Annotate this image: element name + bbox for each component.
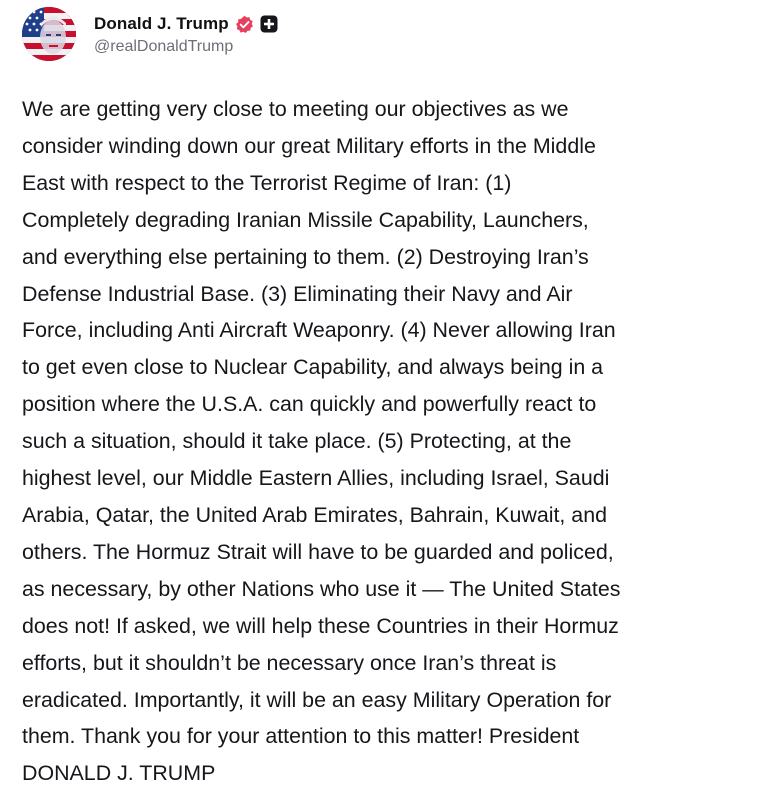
post-text-line: others. The Hormuz Strait will have to be guarded and policed, bbox=[22, 539, 614, 564]
post-text-line: as necessary, by other Nations who use it — The United States bbox=[22, 576, 621, 601]
post-text-line: position where the U.S.A. can quickly and powerfully react to bbox=[22, 392, 597, 417]
post-text bbox=[22, 91, 738, 792]
post-text-line: Completely degrading Iranian Missile Capability, Launchers, bbox=[22, 207, 589, 232]
post-text-line: and everything else pertaining to them. (2) Destroying Iran’s bbox=[22, 244, 589, 269]
verified-badge-icon bbox=[235, 15, 254, 34]
post-text-line: does not! If asked, we will help these Countries in their Hormuz bbox=[22, 613, 619, 638]
author-names bbox=[94, 12, 278, 56]
post-text-line: such a situation, should it take place. (5) Protecting, at the bbox=[22, 429, 572, 454]
avatar[interactable] bbox=[22, 7, 76, 61]
post-text-line: to get even close to Nuclear Capability, and always being in a bbox=[22, 355, 604, 380]
plus-badge-icon bbox=[260, 15, 278, 33]
post-text-line: them. Thank you for your attention to this matter! President bbox=[22, 724, 580, 749]
post-text-line: East with respect to the Terrorist Regime of Iran: (1) bbox=[22, 170, 512, 195]
post-text-line: consider winding down our great Military efforts in the Middle bbox=[22, 133, 596, 158]
author-handle[interactable]: @realDonaldTrump bbox=[94, 38, 234, 55]
post-text-line: highest level, our Middle Eastern Allies, including Israel, Saudi bbox=[22, 466, 610, 491]
post-text-line: Arabia, Qatar, the United Arab Emirates, Bahrain, Kuwait, and bbox=[22, 502, 607, 527]
post-text-line: We are getting very close to meeting our objectives as we bbox=[22, 97, 569, 121]
post-header bbox=[22, 6, 278, 62]
name-row bbox=[94, 12, 278, 36]
post-text-line: eradicated. Importantly, it will be an easy Military Operation for bbox=[22, 687, 612, 712]
avatar-image bbox=[22, 7, 76, 61]
post-text-line: DONALD J. TRUMP bbox=[22, 761, 216, 786]
post-text-line: efforts, but it shouldn’t be necessary once Iran’s threat is bbox=[22, 650, 557, 675]
post-text-line: Defense Industrial Base. (3) Eliminating their Navy and Air bbox=[22, 281, 573, 306]
author-display-name[interactable]: Donald J. Trump bbox=[94, 14, 229, 33]
post-text-line: Force, including Anti Aircraft Weaponry. (4) Never allowing Iran bbox=[22, 318, 616, 343]
